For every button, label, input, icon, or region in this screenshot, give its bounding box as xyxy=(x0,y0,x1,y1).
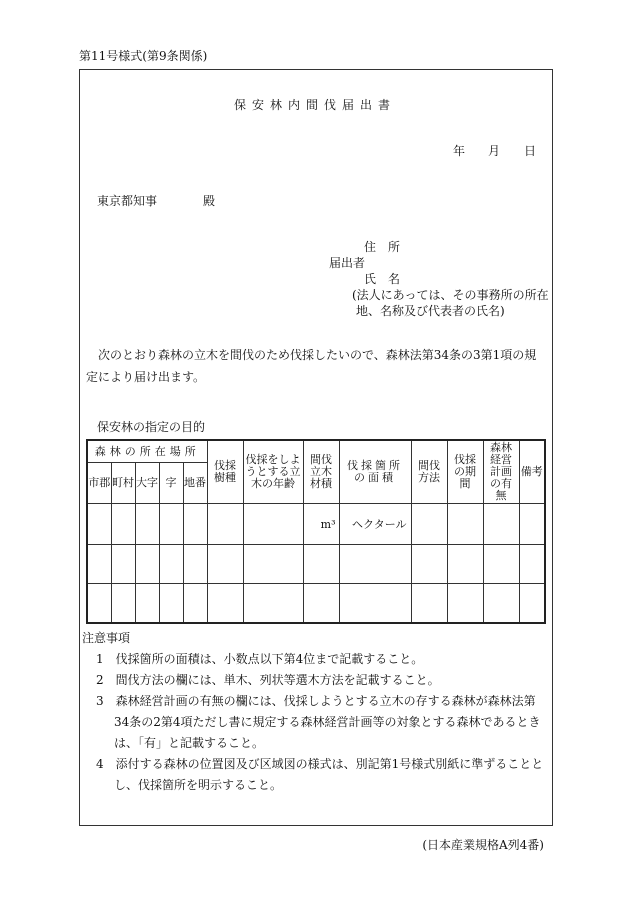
period-header: 伐採の期間 xyxy=(447,440,483,504)
addressee: 東京都知事 xyxy=(97,194,158,208)
note-number: 3 xyxy=(96,694,104,708)
note-text: 間伐方法の欄には、単木、列状等選木方法を記載すること。 xyxy=(115,673,440,687)
addressee-honorific: 殿 xyxy=(203,194,216,208)
date-month-label: 月 xyxy=(488,144,501,158)
body-text: 次のとおり森林の立木を間伐のため伐採したいので、森林法第34条の3第1項の規定により届け出ます。 xyxy=(86,348,537,384)
date-year-label: 年 xyxy=(453,144,466,158)
lot-number-header: 地番 xyxy=(183,463,207,504)
date-day-label: 日 xyxy=(524,144,537,158)
tree-age-header: 伐採をしようとする立木の年齢 xyxy=(243,440,303,504)
address-label: 住 所 xyxy=(364,240,401,254)
footer-paper-size: (日本産業規格A列4番) xyxy=(422,838,544,852)
town-header: 町村 xyxy=(111,463,135,504)
purpose-label: 保安林の指定の目的 xyxy=(97,420,206,434)
notes-section xyxy=(82,628,548,796)
table-row xyxy=(87,584,545,624)
table-row xyxy=(87,504,545,545)
form-title: 保安林内間伐届出書 xyxy=(233,98,396,112)
applicant-role-label: 届出者 xyxy=(329,256,366,270)
note-text: 森林経営計画の有無の欄には、伐採しようとする立木の存する森林が森林法第34条の2第4項ただし書に規定する森林経営計画等の対象とする森林であるときは、「有」と記載すること。 xyxy=(114,694,541,750)
note-item xyxy=(86,670,548,691)
corporation-note-line2: 地、名称及び代表者の氏名) xyxy=(356,304,505,318)
thinning-table xyxy=(86,439,546,624)
location-header: 森林の所在場所 xyxy=(87,440,207,463)
city-header: 市郡 xyxy=(87,463,111,504)
oaza-header: 大字 xyxy=(135,463,159,504)
note-item xyxy=(86,754,548,796)
notes-title: 注意事項 xyxy=(82,631,131,645)
corporation-note-line1: (法人にあっては、その事務所の所在 xyxy=(352,288,549,302)
remarks-header: 備考 xyxy=(519,440,545,504)
table-row xyxy=(87,545,545,584)
form-number: 第11号様式(第9条関係) xyxy=(79,49,208,63)
note-text: 伐採箇所の面積は、小数点以下第4位まで記載すること。 xyxy=(115,652,424,666)
thinning-volume-header: 間伐立木材積 xyxy=(303,440,339,504)
area-unit: ヘクタール xyxy=(339,504,411,545)
aza-header: 字 xyxy=(159,463,183,504)
tree-species-header: 伐採樹種 xyxy=(207,440,243,504)
note-number: 4 xyxy=(96,757,104,771)
note-item xyxy=(86,691,548,754)
note-number: 2 xyxy=(96,673,104,687)
plan-header: 森林経営計画の有無 xyxy=(483,440,519,504)
note-text: 添付する森林の位置図及び区域図の様式は、別記第1号様式別紙に準ずることとし、伐採箇所を明示すること。 xyxy=(114,757,544,792)
volume-unit: m³ xyxy=(303,504,339,545)
note-item xyxy=(86,649,548,670)
area-header: 伐採箇所の面積 xyxy=(339,440,411,504)
note-number: 1 xyxy=(96,652,104,666)
name-label: 氏 名 xyxy=(364,272,401,286)
method-header: 間伐方法 xyxy=(411,440,447,504)
